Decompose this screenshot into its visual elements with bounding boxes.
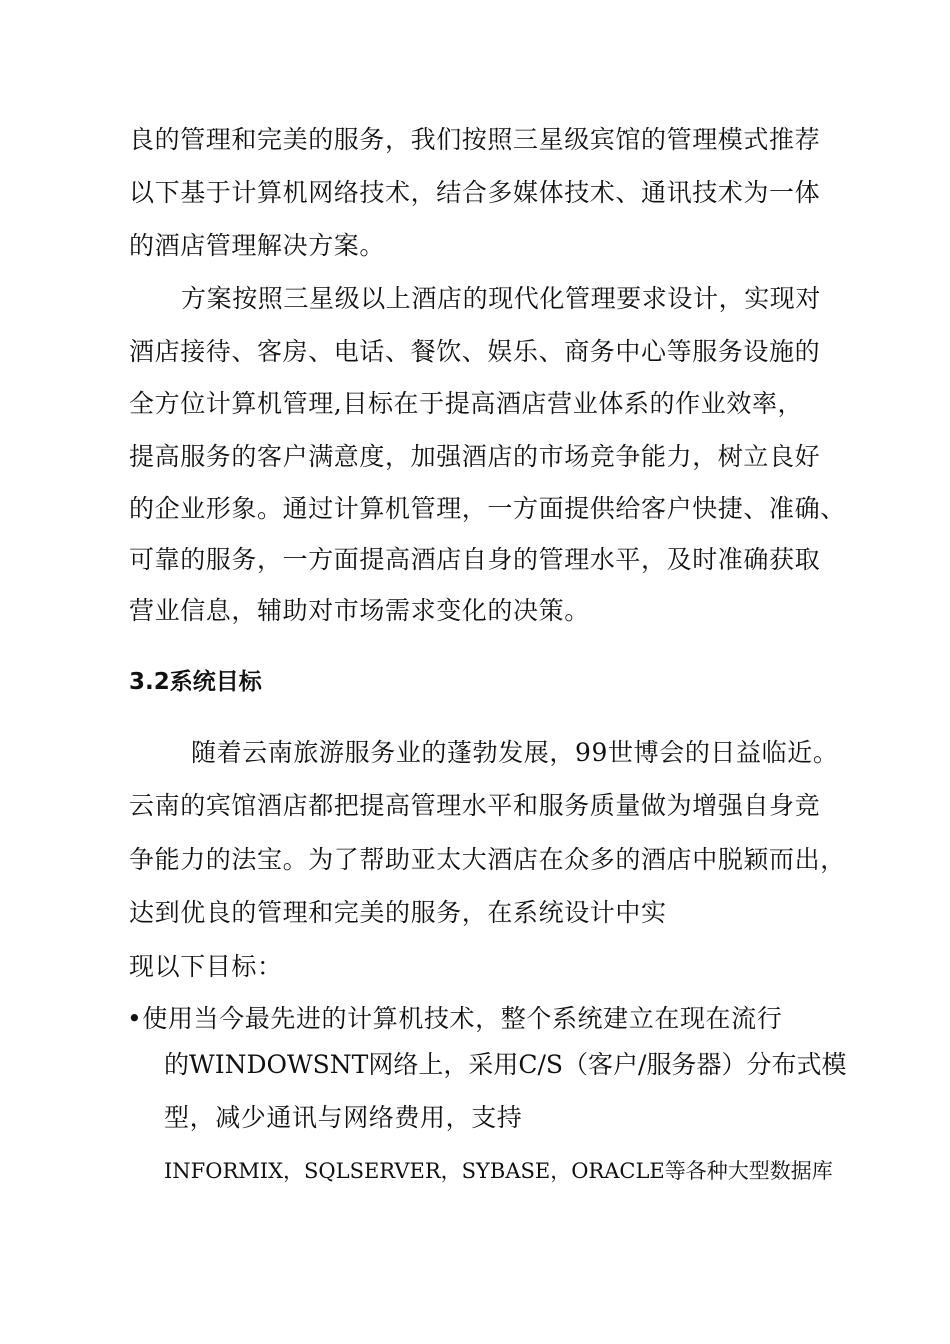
paragraph-1-line-1: 良的管理和完美的服务，我们按照三星级宾馆的管理模式推荐	[129, 125, 821, 154]
paragraph-3-line-2: 云南的宾馆酒店都把提高管理水平和服务质量做为增强自身竞	[129, 791, 821, 820]
paragraph-3-line-4: 达到优良的管理和完美的服务，在系统设计中实	[129, 898, 667, 927]
paragraph-2-line-6: 可靠的服务，一方面提高酒店自身的管理水平，及时准确获取	[129, 545, 821, 574]
paragraph-1-line-2: 以下基于计算机网络技术，结合多媒体技术、通讯技术为一体	[129, 178, 821, 207]
bullet-continuation-line-3: INFORMIX，SQLSERVER，SYBASE，ORACLE等各种大型数据库	[164, 1159, 833, 1183]
section-heading: 3.2系统目标	[129, 669, 262, 695]
intro-line: 现以下目标：	[129, 952, 283, 981]
bullet-continuation-line-1: 的WINDOWSNT网络上，采用C/S（客户/服务器）分布式模	[164, 1050, 847, 1079]
bullet-first-line: 使用当今最先进的计算机技术，整个系统建立在现在流行	[142, 1004, 783, 1033]
paragraph-2-line-5: 的企业形象。通过计算机管理，一方面提供给客户快捷、准确、	[129, 494, 846, 523]
paragraph-2-line-4: 提高服务的客户满意度，加强酒店的市场竞争能力，树立良好	[129, 442, 821, 471]
paragraph-2-line-7: 营业信息，辅助对市场需求变化的决策。	[129, 596, 590, 625]
paragraph-2-line-2: 酒店接待、客房、电话、餐饮、娱乐、商务中心等服务设施的	[129, 337, 821, 366]
paragraph-2-line-1: 方案按照三星级以上酒店的现代化管理要求设计，实现对	[181, 284, 822, 313]
paragraph-1-line-3: 的酒店管理解决方案。	[129, 231, 386, 260]
paragraph-3-line-3: 争能力的法宝。为了帮助亚太大酒店在众多的酒店中脱颖而出，	[129, 845, 846, 874]
bullet-item	[127, 1004, 782, 1034]
bullet-continuation-line-2: 型，减少通讯与网络费用，支持	[164, 1103, 523, 1132]
paragraph-3-line-1: 随着云南旅游服务业的蓬勃发展，99世博会的日益临近。	[191, 738, 839, 767]
paragraph-2-line-3: 全方位计算机管理,目标在于提高酒店营业体系的作业效率，	[129, 389, 804, 418]
bullet-marker: •	[127, 1004, 143, 1033]
